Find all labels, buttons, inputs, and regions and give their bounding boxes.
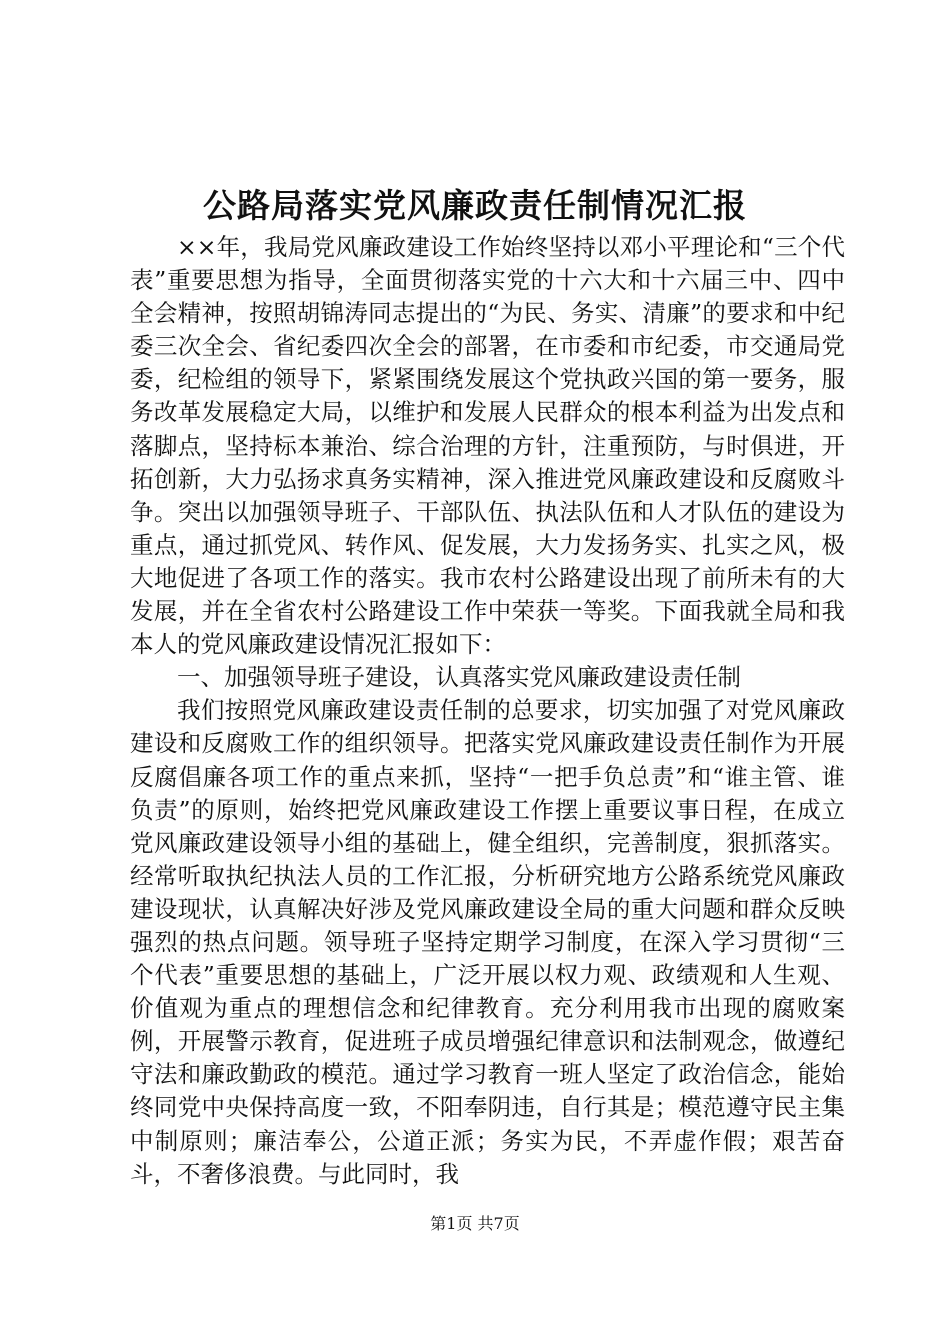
paragraph-intro: ××年，我局党风廉政建设工作始终坚持以邓小平理论和“三个代表”重要思想为指导，全面贯彻落实党的十六大和十六届三中、四中全会精神，按照胡锦涛同志提出的“为民、务实、清廉”的要求和中纪委三次全会、省纪委四次全会的部署，在市委和市纪委，市交通局党委，纪检组的领导下，紧紧围绕发展这个党执政兴国的第一要务，服务改革发展稳定大局，以维护和发展人民群众的根本利益为出发点和落脚点，坚持标本兼治、综合治理的方针，注重预防，与时俱进，开拓创新，大力弘扬求真务实精神，深入推进党风廉政建设和反腐败斗争。突出以加强领导班子、干部队伍、执法队伍和人才队伍的建设为重点，通过抓党风、转作风、促发展，大力发扬务实、扎实之风，极大地促进了各项工作的落实。我市农村公路建设出现了前所未有的大发展，并在全省农村公路建设工作中荣获一等奖。下面我就全局和我本人的党风廉政建设情况汇报如下： [130,233,845,659]
document-title: 公路局落实党风廉政责任制情况汇报 [203,186,747,225]
page-footer: 第1页 共7页 [430,1214,520,1233]
document-body [130,231,845,1191]
paragraph-section-1: 我们按照党风廉政建设责任制的总要求，切实加强了对党风廉政建设和反腐败工作的组织领导。把落实党风廉政建设责任制作为开展反腐倡廉各项工作的重点来抓，坚持“一把手负总责”和“谁主管、谁负责”的原则，始终把党风廉政建设工作摆上重要议事日程，在成立党风廉政建设领导小组的基础上，健全组织，完善制度，狠抓落实。经常听取执纪执法人员的工作汇报，分析研究地方公路系统党风廉政建设现状，认真解决好涉及党风廉政建设全局的重大问题和群众反映强烈的热点问题。领导班子坚持定期学习制度，在深入学习贯彻“三个代表”重要思想的基础上，广泛开展以权力观、政绩观和人生观、价值观为重点的理想信念和纪律教育。充分利用我市出现的腐败案例，开展警示教育，促进班子成员增强纪律意识和法制观念，做遵纪守法和廉政勤政的模范。通过学习教育一班人坚定了政治信念，能始终同党中央保持高度一致，不阳奉阴违，自行其是；模范遵守民主集中制原则；廉洁奉公，公道正派；务实为民，不弄虚作假；艰苦奋斗，不奢侈浪费。与此同时，我 [130,696,845,1188]
section-heading-1: 一、加强领导班子建设，认真落实党风廉政建设责任制 [177,663,741,692]
